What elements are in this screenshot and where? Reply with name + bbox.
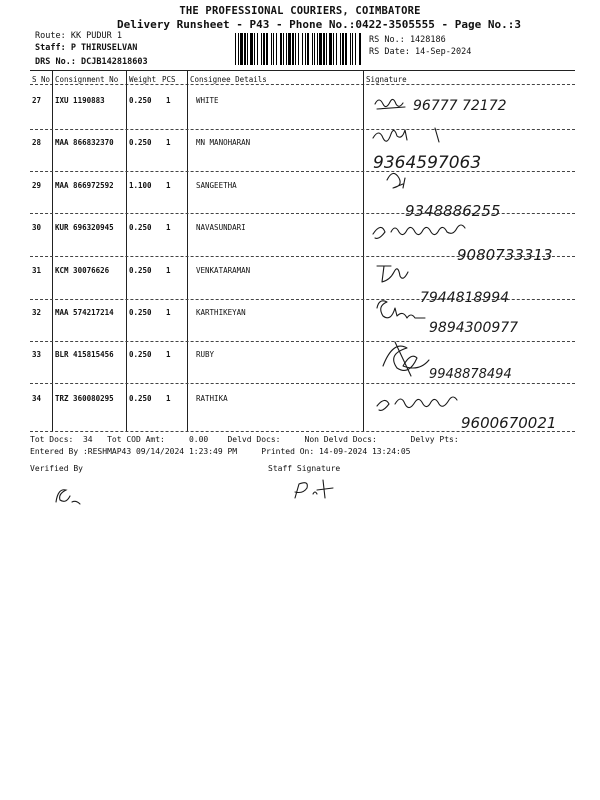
row-consignment-no: MAA 866832370 (55, 138, 114, 147)
row-consignment-no: BLR 415815456 (55, 350, 114, 359)
row-sno: 31 (32, 266, 42, 275)
svg-text:7944818994: 7944818994 (420, 290, 510, 306)
col-header-consignment: Consignment No (55, 75, 119, 84)
rs-date: RS Date: 14-Sep-2024 (369, 47, 472, 57)
handwritten-signatures (365, 86, 597, 431)
totals-line: Tot Docs: 34 Tot COD Amt: 0.00 Delvd Docs: Non Delvd Docs: Delvy Pts: (30, 435, 459, 444)
barcode-image (233, 33, 363, 65)
verifier-signature (50, 480, 90, 510)
row-pcs: 1 (166, 96, 171, 105)
row-consignment-no: IXU 1190883 (55, 96, 105, 105)
svg-text:9080733313: 9080733313 (457, 246, 553, 264)
row-pcs: 1 (166, 181, 171, 190)
row-consignee: WHITE (196, 96, 219, 105)
row-consignment-no: KCM 30076626 (55, 266, 110, 275)
row-sno: 33 (32, 350, 42, 359)
col-header-pcs: PCS (162, 75, 176, 84)
header-bottom-rule (30, 84, 575, 85)
row-pcs: 1 (166, 266, 171, 275)
verified-by-label: Verified By (30, 464, 83, 473)
row-pcs: 1 (166, 223, 171, 232)
row-consignee: RUBY (196, 350, 215, 359)
company-name: THE PROFESSIONAL COURIERS, COIMBATORE (179, 5, 421, 17)
table-bottom-rule (30, 431, 575, 432)
row-weight: 0.250 (129, 308, 152, 317)
svg-text:9364597063: 9364597063 (373, 153, 482, 173)
row-sno: 30 (32, 223, 42, 232)
col-header-sno: S No (32, 75, 51, 84)
row-consignee: MN MANOHARAN (196, 138, 251, 147)
row-sno: 28 (32, 138, 42, 147)
row-weight: 0.250 (129, 138, 152, 147)
row-pcs: 1 (166, 308, 171, 317)
entered-printed-line: Entered By :RESHMAP43 09/14/2024 1:23:49 PM Printed On: 14-09-2024 13:24:05 (30, 447, 411, 456)
column-divider (363, 70, 364, 431)
runsheet-title: Delivery Runsheet - P43 - Phone No.:0422-3505555 - Page No.:3 (117, 18, 521, 31)
row-weight: 0.250 (129, 223, 152, 232)
column-divider (52, 70, 53, 431)
row-pcs: 1 (166, 394, 171, 403)
staff-handwritten-signature (287, 474, 347, 506)
row-consignment-no: MAA 574217214 (55, 308, 114, 317)
col-header-weight: Weight (129, 75, 157, 84)
row-consignee: VENKATARAMAN (196, 266, 251, 275)
row-pcs: 1 (166, 138, 171, 147)
svg-text:9948878494: 9948878494 (429, 367, 512, 382)
route-label: Route: KK PUDUR 1 (35, 31, 122, 41)
col-header-consignee: Consignee Details (190, 75, 267, 84)
staff-label: Staff: P THIRUSELVAN (35, 43, 138, 53)
row-consignee: NAVASUNDARI (196, 223, 246, 232)
rs-number: RS No.: 1428186 (369, 35, 446, 45)
staff-signature-label: Staff Signature (268, 464, 341, 473)
row-pcs: 1 (166, 350, 171, 359)
svg-text:9894300977: 9894300977 (429, 320, 519, 336)
row-weight: 0.250 (129, 266, 152, 275)
row-consignee: KARTHIKEYAN (196, 308, 246, 317)
row-sno: 27 (32, 96, 42, 105)
svg-text:96777 72172: 96777 72172 (413, 98, 507, 114)
row-consignment-no: TRZ 360080295 (55, 394, 114, 403)
row-sno: 32 (32, 308, 42, 317)
row-weight: 1.100 (129, 181, 152, 190)
column-divider (126, 70, 127, 431)
row-sno: 29 (32, 181, 42, 190)
row-weight: 0.250 (129, 96, 152, 105)
row-consignee: SANGEETHA (196, 181, 237, 190)
column-divider (187, 70, 188, 431)
row-consignee: RATHIKA (196, 394, 228, 403)
svg-text:9600670021: 9600670021 (461, 414, 557, 431)
drs-number: DRS No.: DCJB142818603 (35, 57, 148, 67)
row-sno: 34 (32, 394, 42, 403)
row-weight: 0.250 (129, 394, 152, 403)
col-header-signature: Signature (366, 75, 407, 84)
svg-text:9348886255: 9348886255 (405, 202, 501, 220)
row-consignment-no: MAA 866972592 (55, 181, 114, 190)
row-consignment-no: KUR 696320945 (55, 223, 114, 232)
row-weight: 0.250 (129, 350, 152, 359)
table-top-rule (30, 70, 575, 71)
